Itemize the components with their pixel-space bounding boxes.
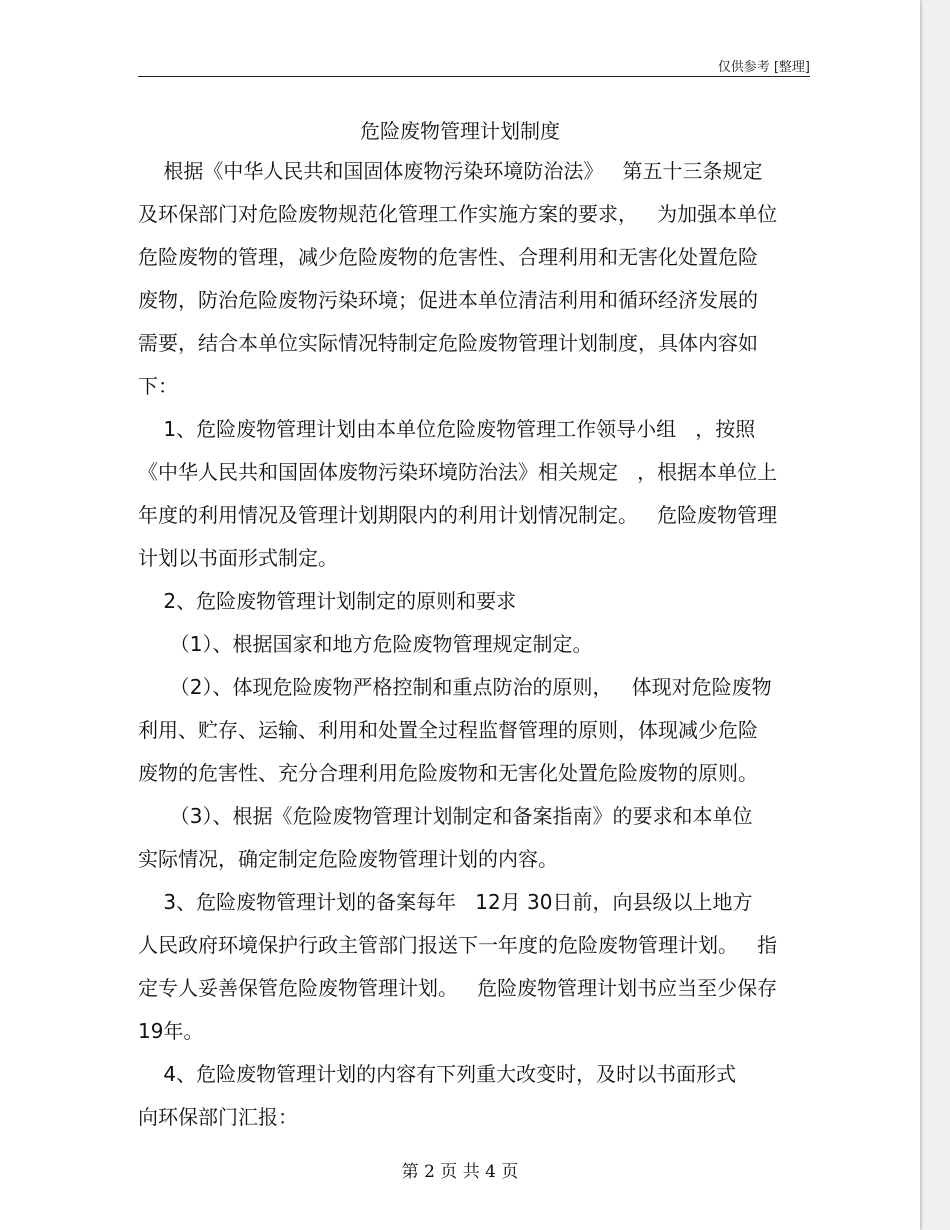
document-title: 危险废物管理计划制度 [360, 119, 560, 143]
body-line: （3）、根据《危险废物管理计划制定和备案指南》的要求和本单位 [138, 804, 753, 828]
page-number-footer: 第 2 页 共 4 页 [401, 1162, 519, 1182]
body-line: 人民政府环境保护行政主管部门报送下一年度的危险废物管理计划。 指 [138, 933, 778, 957]
body-line: （1）、根据国家和地方危险废物管理规定制定。 [138, 632, 593, 656]
body-line: 实际情况，确定制定危险废物管理计划的内容。 [138, 847, 558, 871]
body-line: 3、危险废物管理计划的备案每年 12月 30日前，向县级以上地方 [138, 890, 753, 914]
body-line: 需要，结合本单位实际情况特制定危险废物管理计划制度，具体内容如 [138, 331, 758, 355]
body-line: 定专人妥善保管危险废物管理计划。 危险废物管理计划书应当至少保存 [138, 976, 778, 1000]
body-line: 1、危险废物管理计划由本单位危险废物管理工作领导小组 ，按照 [138, 417, 756, 441]
body-line: 2、危险废物管理计划制定的原则和要求 [138, 589, 517, 613]
body-line: 年度的利用情况及管理计划期限内的利用计划情况制定。 危险废物管理 [138, 503, 778, 527]
body-line: 19年。 [138, 1019, 204, 1043]
body-line: 废物的危害性、充分合理利用危险废物和无害化处置危险废物的原则。 [138, 761, 758, 785]
document-body [138, 150, 810, 1139]
header-note: 仅供参考 [整理] [717, 60, 810, 75]
body-line: 危险废物的管理，减少危险废物的危害性、合理利用和无害化处置危险 [138, 245, 758, 269]
body-line: 向环保部门汇报： [138, 1105, 298, 1129]
body-line: （2）、体现危险废物严格控制和重点防治的原则， 体现对危险废物 [138, 675, 772, 699]
body-line: 根据《中华人民共和国固体废物污染环境防治法》 第五十三条规定 [138, 159, 763, 183]
body-line: 利用、贮存、运输、利用和处置全过程监督管理的原则，体现减少危险 [138, 718, 758, 742]
body-line: 计划以书面形式制定。 [138, 546, 338, 570]
body-line: 废物，防治危险废物污染环境；促进本单位清洁利用和循环经济发展的 [138, 288, 758, 312]
body-line: 《中华人民共和国固体废物污染环境防治法》相关规定 ，根据本单位上 [138, 460, 778, 484]
body-line: 及环保部门对危险废物规范化管理工作实施方案的要求， 为加强本单位 [138, 202, 778, 226]
body-line: 4、危险废物管理计划的内容有下列重大改变时，及时以书面形式 [138, 1062, 737, 1086]
header-rule [138, 76, 810, 77]
body-line: 下： [138, 374, 178, 398]
